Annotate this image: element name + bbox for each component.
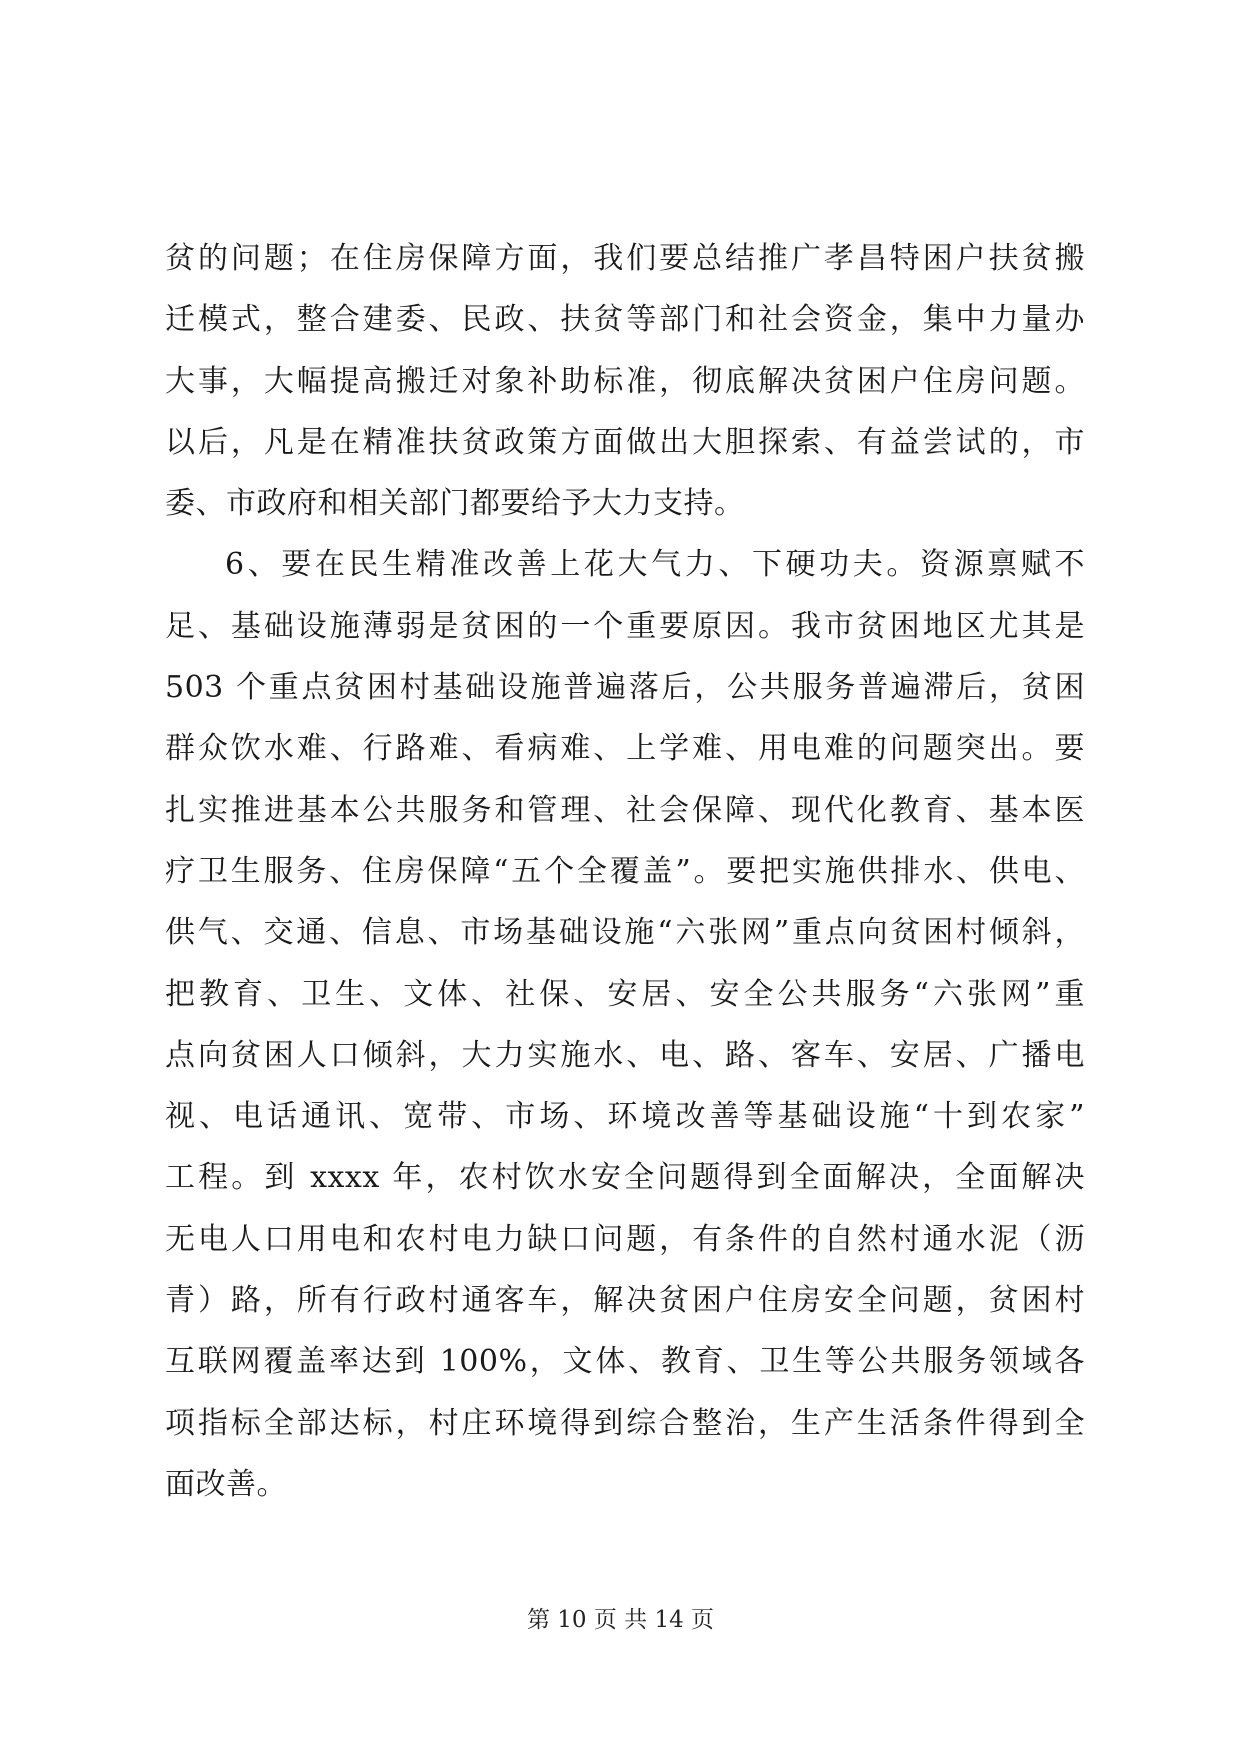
text-line: 项指标全部达标，村庄环境得到综合整治，生产生活条件得到全	[165, 1405, 1085, 1441]
document-body	[165, 228, 1085, 1515]
paragraph	[165, 534, 1085, 1515]
text-line: 迁模式，整合建委、民政、扶贫等部门和社会资金，集中力量办	[165, 302, 1085, 338]
page-number-footer: 第 10 页 共 14 页	[526, 1607, 715, 1633]
text-line: 足、基础设施薄弱是贫困的一个重要原因。我市贫困地区尤其是	[165, 608, 1085, 644]
text-line: 贫的问题；在住房保障方面，我们要总结推广孝昌特困户扶贫搬	[165, 241, 1085, 276]
text-line: 面改善。	[165, 1466, 287, 1502]
text-line: 工程。到 xxxx 年，农村饮水安全问题得到全面解决，全面解决	[165, 1160, 1085, 1196]
text-line: 互联网覆盖率达到 100%，文体、教育、卫生等公共服务领域各	[165, 1344, 1085, 1380]
text-line: 视、电话通讯、宽带、市场、环境改善等基础设施“十到农家”	[165, 1099, 1085, 1135]
paragraph	[165, 228, 1085, 534]
text-line: 青）路，所有行政村通客车，解决贫困户住房安全问题，贫困村	[165, 1283, 1085, 1319]
text-line: 以后，凡是在精准扶贫政策方面做出大胆探索、有益尝试的，市	[165, 424, 1085, 460]
text-line: 供气、交通、信息、市场基础设施“六张网”重点向贫困村倾斜，	[165, 915, 1085, 951]
text-line: 无电人口用电和农村电力缺口问题，有条件的自然村通水泥（沥	[165, 1221, 1085, 1257]
text-line: 疗卫生服务、住房保障“五个全覆盖”。要把实施供排水、供电、	[165, 853, 1085, 889]
text-line: 群众饮水难、行路难、看病难、上学难、用电难的问题突出。要	[165, 731, 1085, 767]
text-line: 503 个重点贫困村基础设施普遍落后，公共服务普遍滞后，贫困	[165, 670, 1085, 706]
text-line: 大事，大幅提高搬迁对象补助标准，彻底解决贫困户住房问题。	[165, 363, 1085, 399]
text-line: 扎实推进基本公共服务和管理、社会保障、现代化教育、基本医	[165, 792, 1085, 828]
text-line: 委、市政府和相关部门都要给予大力支持。	[165, 486, 745, 522]
text-line: 把教育、卫生、文体、社保、安居、安全公共服务“六张网”重	[165, 976, 1085, 1012]
text-line: 6、要在民生精准改善上花大气力、下硬功夫。资源禀赋不	[225, 547, 1085, 583]
text-line: 点向贫困人口倾斜，大力实施水、电、路、客车、安居、广播电	[165, 1037, 1085, 1073]
